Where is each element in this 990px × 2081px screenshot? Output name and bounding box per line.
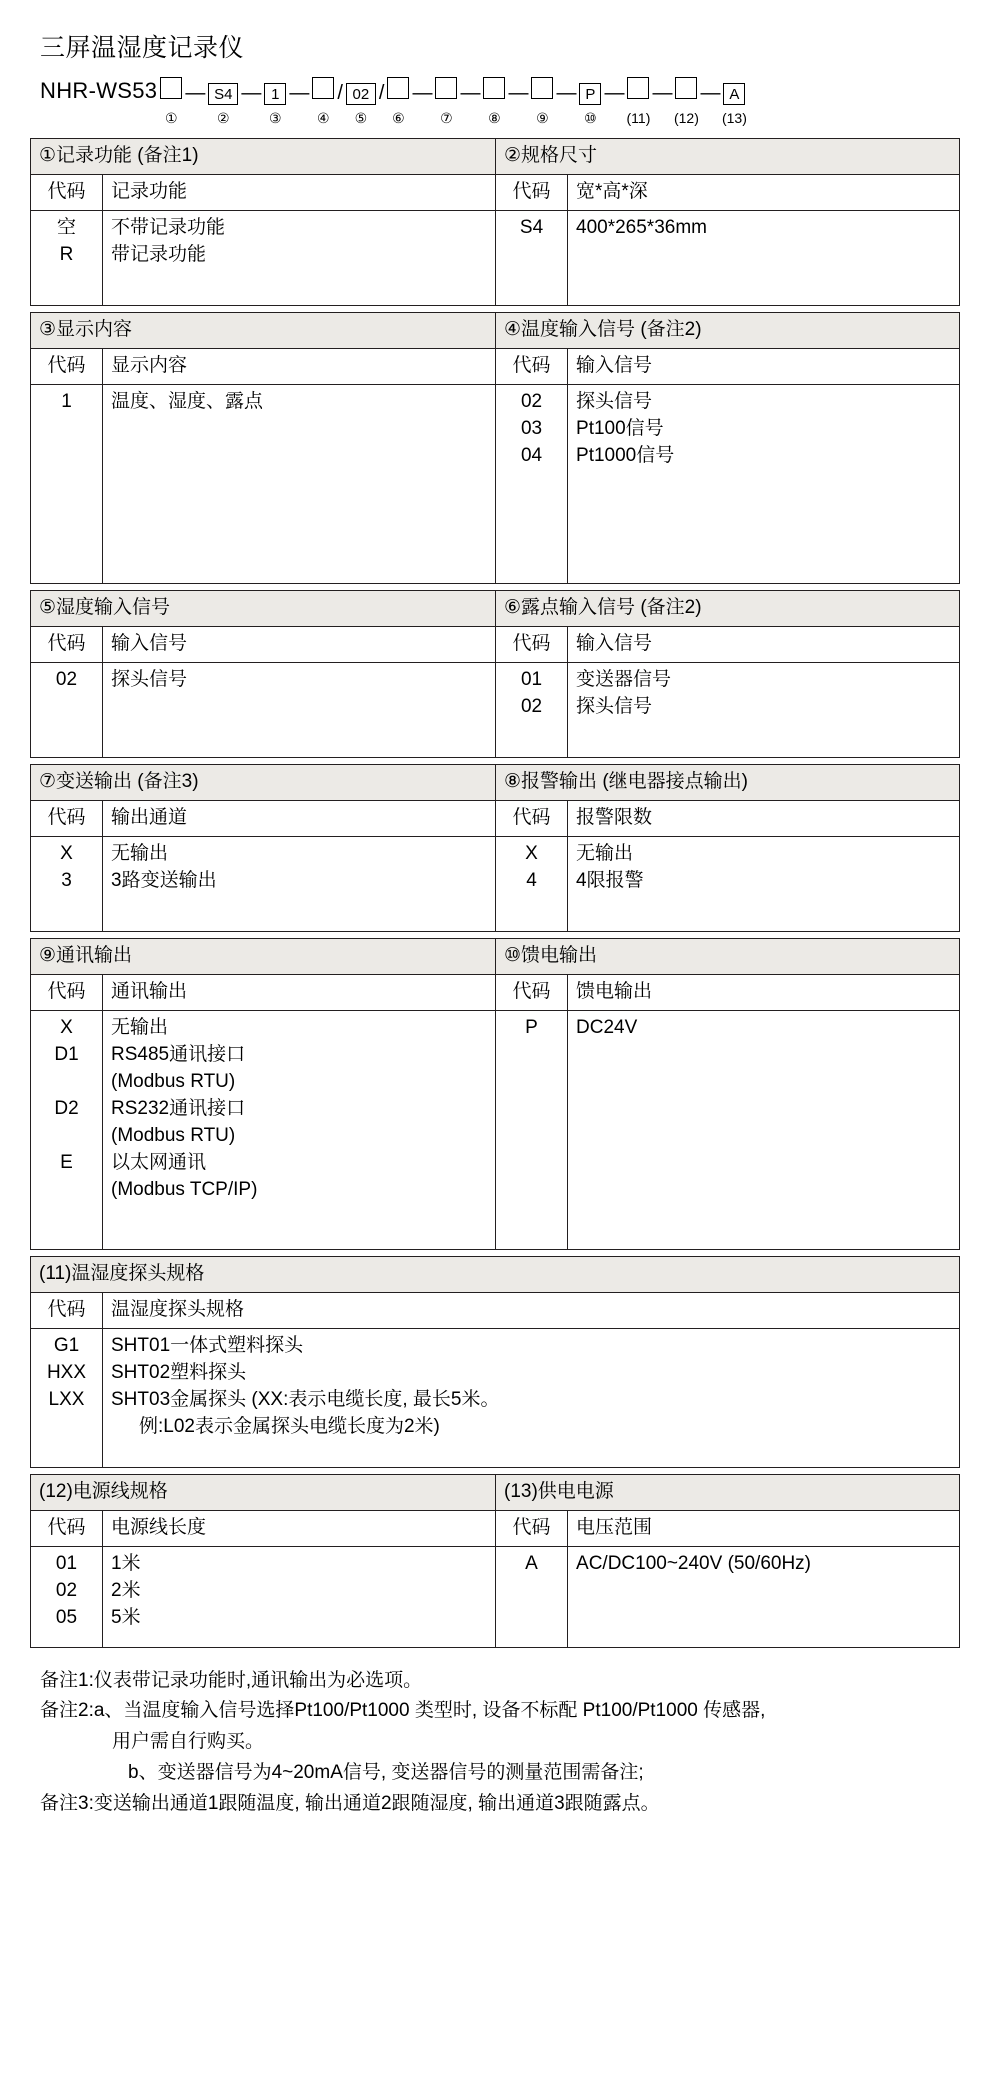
probe-descs [103, 1328, 960, 1467]
row-code: 02 [55, 1579, 78, 1601]
model-separator: — [508, 81, 529, 104]
model-index-11: (11) [626, 110, 651, 126]
row-code: 02 [520, 390, 543, 412]
row-code-spacer [39, 1123, 94, 1150]
row-desc-line: 4限报警 [576, 869, 644, 891]
codes-right [496, 210, 568, 305]
row-code: X [60, 1016, 73, 1038]
page-title: 三屏温湿度记录仪 [40, 34, 245, 62]
block-header-right: ④温度输入信号 (备注2) [496, 312, 960, 348]
descs-left [103, 384, 496, 583]
descs-left [103, 1010, 496, 1249]
model-code-box-9 [531, 77, 553, 99]
bottom-codes-left [31, 1546, 103, 1647]
model-index-13: (13) [721, 110, 747, 126]
row-desc-line: Pt1000信号 [576, 444, 675, 466]
probe-col-header-code: 代码 [31, 1292, 103, 1328]
model-separator: — [604, 81, 625, 104]
model-code-box-4 [312, 77, 334, 99]
col-header-desc-left: 输出通道 [103, 800, 496, 836]
row-code: E [60, 1151, 73, 1173]
row-desc-line: DC24V [576, 1016, 638, 1038]
model-code-box-8 [483, 77, 505, 99]
model-index-1: ① [165, 110, 178, 126]
row-code-spacer [39, 1177, 94, 1204]
row-code: 03 [520, 417, 543, 439]
row-code: LXX [48, 1388, 85, 1410]
descs-left [103, 662, 496, 757]
model-index-3: ③ [269, 110, 282, 126]
footnote-line: 用户需自行购买。 [112, 1731, 265, 1753]
row-code: 02 [520, 695, 543, 717]
col-header-desc-right: 报警限数 [568, 800, 960, 836]
col-header-desc-right: 馈电输出 [568, 974, 960, 1010]
row-desc-line: 无输出 [111, 842, 169, 864]
codes-left [31, 210, 103, 305]
descs-right [568, 1010, 960, 1249]
row-code: R [59, 243, 74, 265]
block-header-right: ⑧报警输出 (继电器接点输出) [496, 764, 960, 800]
row-code: 01 [520, 668, 543, 690]
model-index-2: ② [217, 110, 230, 126]
block-header-right: ②规格尺寸 [496, 139, 960, 175]
row-code: S4 [519, 216, 544, 238]
model-code-row [40, 74, 960, 108]
row-desc-line: (Modbus RTU) [111, 1070, 236, 1092]
codes-left [31, 384, 103, 583]
descs-right [568, 836, 960, 931]
row-desc-line: 例:L02表示金属探头电缆长度为2米) [139, 1415, 440, 1437]
row-code: 1 [61, 390, 72, 412]
spec-table-4 [30, 764, 960, 932]
col-header-code-left: 代码 [31, 800, 103, 836]
row-code: X [60, 842, 73, 864]
block-header-left: ⑦变送输出 (备注3) [31, 764, 496, 800]
row-code: 空 [56, 216, 76, 238]
model-code-box-3: 1 [264, 83, 286, 105]
row-code: HXX [46, 1361, 87, 1383]
block-header-left: ①记录功能 (备注1) [31, 139, 496, 175]
row-desc-line: (Modbus RTU) [111, 1124, 236, 1146]
row-code: 01 [55, 1552, 78, 1574]
bottom-descs-right [568, 1546, 960, 1647]
row-desc-line: 带记录功能 [111, 243, 207, 265]
bottom-header-right: (13)供电电源 [496, 1474, 960, 1510]
block-header-left: ⑤湿度输入信号 [31, 590, 496, 626]
col-header-code-right: 代码 [496, 174, 568, 210]
row-code: 05 [55, 1606, 78, 1628]
footnote-line: 备注2:a、当温度输入信号选择Pt100/Pt1000 类型时, 设备不标配 Pt100/Pt1000 传感器, [40, 1700, 766, 1722]
row-desc-line: 温度、湿度、露点 [111, 390, 264, 412]
row-desc-line: SHT02塑料探头 [111, 1361, 247, 1383]
col-header-code-right: 代码 [496, 800, 568, 836]
row-code-spacer [39, 1414, 94, 1441]
row-desc-line: 3路变送输出 [111, 869, 217, 891]
col-header-code-right: 代码 [496, 348, 568, 384]
model-code-box-2: S4 [208, 83, 238, 105]
col-header-code-left: 代码 [31, 626, 103, 662]
bottom-col-header-code-right: 代码 [496, 1510, 568, 1546]
model-index-7: ⑦ [440, 110, 453, 126]
col-header-desc-right: 输入信号 [568, 348, 960, 384]
row-code: 02 [55, 668, 78, 690]
row-desc-line: SHT03金属探头 (XX:表示电缆长度, 最长5米。 [111, 1388, 500, 1410]
spec-table-1 [30, 138, 960, 306]
model-separator: / [337, 81, 343, 104]
model-prefix: NHR-WS53 [40, 78, 158, 103]
row-desc-line: 探头信号 [576, 390, 653, 412]
model-separator: — [652, 81, 673, 104]
row-desc-line: 1米 [111, 1552, 141, 1574]
model-index-12: (12) [673, 110, 699, 126]
bottom-codes-right [496, 1546, 568, 1647]
model-code-box-5: 02 [346, 83, 376, 105]
row-code: D2 [54, 1097, 79, 1119]
model-code-box-12 [675, 77, 697, 99]
row-desc-line: 400*265*36mm [576, 216, 707, 238]
block-header-left: ③显示内容 [31, 312, 496, 348]
row-code: A [525, 1552, 538, 1574]
col-header-code-left: 代码 [31, 174, 103, 210]
spec-table-3 [30, 590, 960, 758]
model-separator: — [289, 81, 310, 104]
row-code: P [525, 1016, 538, 1038]
descs-left [103, 210, 496, 305]
descs-left [103, 836, 496, 931]
model-code-box-13: A [723, 83, 745, 105]
model-separator: — [556, 81, 577, 104]
descs-right [568, 384, 960, 583]
footnote-line: 备注3:变送输出通道1跟随温度, 输出通道2跟随湿度, 输出通道3跟随露点。 [40, 1792, 660, 1814]
row-desc-line: RS485通讯接口 [111, 1043, 246, 1065]
codes-right [496, 836, 568, 931]
bottom-descs-left [103, 1546, 496, 1647]
codes-left [31, 836, 103, 931]
row-desc-line: SHT01一体式塑料探头 [111, 1334, 304, 1356]
footnote-line: 备注1:仪表带记录功能时,通讯输出为必选项。 [40, 1669, 423, 1691]
row-code: 04 [520, 444, 543, 466]
probe-spec-table [30, 1256, 960, 1468]
bottom-header-left: (12)电源线规格 [31, 1474, 496, 1510]
row-code: D1 [54, 1043, 79, 1065]
codes-right [496, 662, 568, 757]
model-code-box-11 [627, 77, 649, 99]
model-index-9: ⑨ [536, 110, 549, 126]
model-index-6: ⑥ [392, 110, 405, 126]
footnote-line: b、变送器信号为4~20mA信号, 变送器信号的测量范围需备注; [128, 1761, 644, 1783]
col-header-code-left: 代码 [31, 348, 103, 384]
row-desc-line: 探头信号 [576, 695, 653, 717]
footnotes [40, 1666, 960, 1820]
row-desc-line: 以太网通讯 [111, 1151, 207, 1173]
row-desc-line: 无输出 [576, 842, 634, 864]
codes-left [31, 662, 103, 757]
bottom-col-header-desc-left: 电源线长度 [103, 1510, 496, 1546]
block-header-right: ⑥露点输入信号 (备注2) [496, 590, 960, 626]
model-index-4: ④ [317, 110, 330, 126]
row-desc-line: 无输出 [111, 1016, 169, 1038]
col-header-desc-left: 记录功能 [103, 174, 496, 210]
model-index-10: ⑩ [584, 110, 597, 126]
row-code: X [525, 842, 538, 864]
spec-table-2 [30, 312, 960, 584]
row-desc-line: 不带记录功能 [111, 216, 226, 238]
model-code-box-7 [435, 77, 457, 99]
probe-block-header: (11)温湿度探头规格 [31, 1256, 960, 1292]
probe-codes [31, 1328, 103, 1467]
model-separator: — [412, 81, 433, 104]
row-desc-line: (Modbus TCP/IP) [111, 1178, 258, 1200]
col-header-desc-right: 输入信号 [568, 626, 960, 662]
block-header-right: ⑩馈电输出 [496, 938, 960, 974]
model-index-row [40, 110, 960, 132]
bottom-col-header-desc-right: 电压范围 [568, 1510, 960, 1546]
col-header-code-right: 代码 [496, 974, 568, 1010]
row-code: 4 [526, 869, 537, 891]
col-header-desc-left: 通讯输出 [103, 974, 496, 1010]
descs-right [568, 210, 960, 305]
probe-col-header-desc: 温湿度探头规格 [103, 1292, 960, 1328]
spec-blocks [30, 138, 960, 1250]
col-header-desc-left: 输入信号 [103, 626, 496, 662]
row-desc-line: AC/DC100~240V (50/60Hz) [576, 1552, 812, 1574]
model-separator: / [378, 81, 385, 104]
col-header-desc-right: 宽*高*深 [568, 174, 960, 210]
row-desc-line: 5米 [111, 1606, 141, 1628]
model-code-box-1 [160, 77, 182, 99]
model-code-boxes [159, 77, 746, 106]
codes-right [496, 384, 568, 583]
block-header-left: ⑨通讯输出 [31, 938, 496, 974]
model-code-box-6 [387, 77, 409, 99]
descs-right [568, 662, 960, 757]
bottom-spec-table [30, 1474, 960, 1648]
row-desc-line: 2米 [111, 1579, 141, 1601]
model-separator: — [185, 81, 206, 104]
col-header-code-right: 代码 [496, 626, 568, 662]
model-index-5: ⑤ [354, 110, 368, 126]
col-header-code-left: 代码 [31, 974, 103, 1010]
row-desc-line: Pt100信号 [576, 417, 664, 439]
codes-right [496, 1010, 568, 1249]
col-header-desc-left: 显示内容 [103, 348, 496, 384]
row-code-spacer [39, 1069, 94, 1096]
row-desc-line: 探头信号 [111, 668, 188, 690]
bottom-col-header-code-left: 代码 [31, 1510, 103, 1546]
model-separator: — [241, 81, 262, 104]
spec-table-5 [30, 938, 960, 1250]
codes-left [31, 1010, 103, 1249]
model-index-8: ⑧ [488, 110, 501, 126]
row-desc-line: 变送器信号 [576, 668, 672, 690]
row-code: 3 [61, 869, 72, 891]
row-desc-line: RS232通讯接口 [111, 1097, 246, 1119]
row-code: G1 [53, 1334, 80, 1356]
model-code-box-10: P [579, 83, 601, 105]
model-separator: — [460, 81, 481, 104]
model-separator: — [700, 81, 721, 104]
